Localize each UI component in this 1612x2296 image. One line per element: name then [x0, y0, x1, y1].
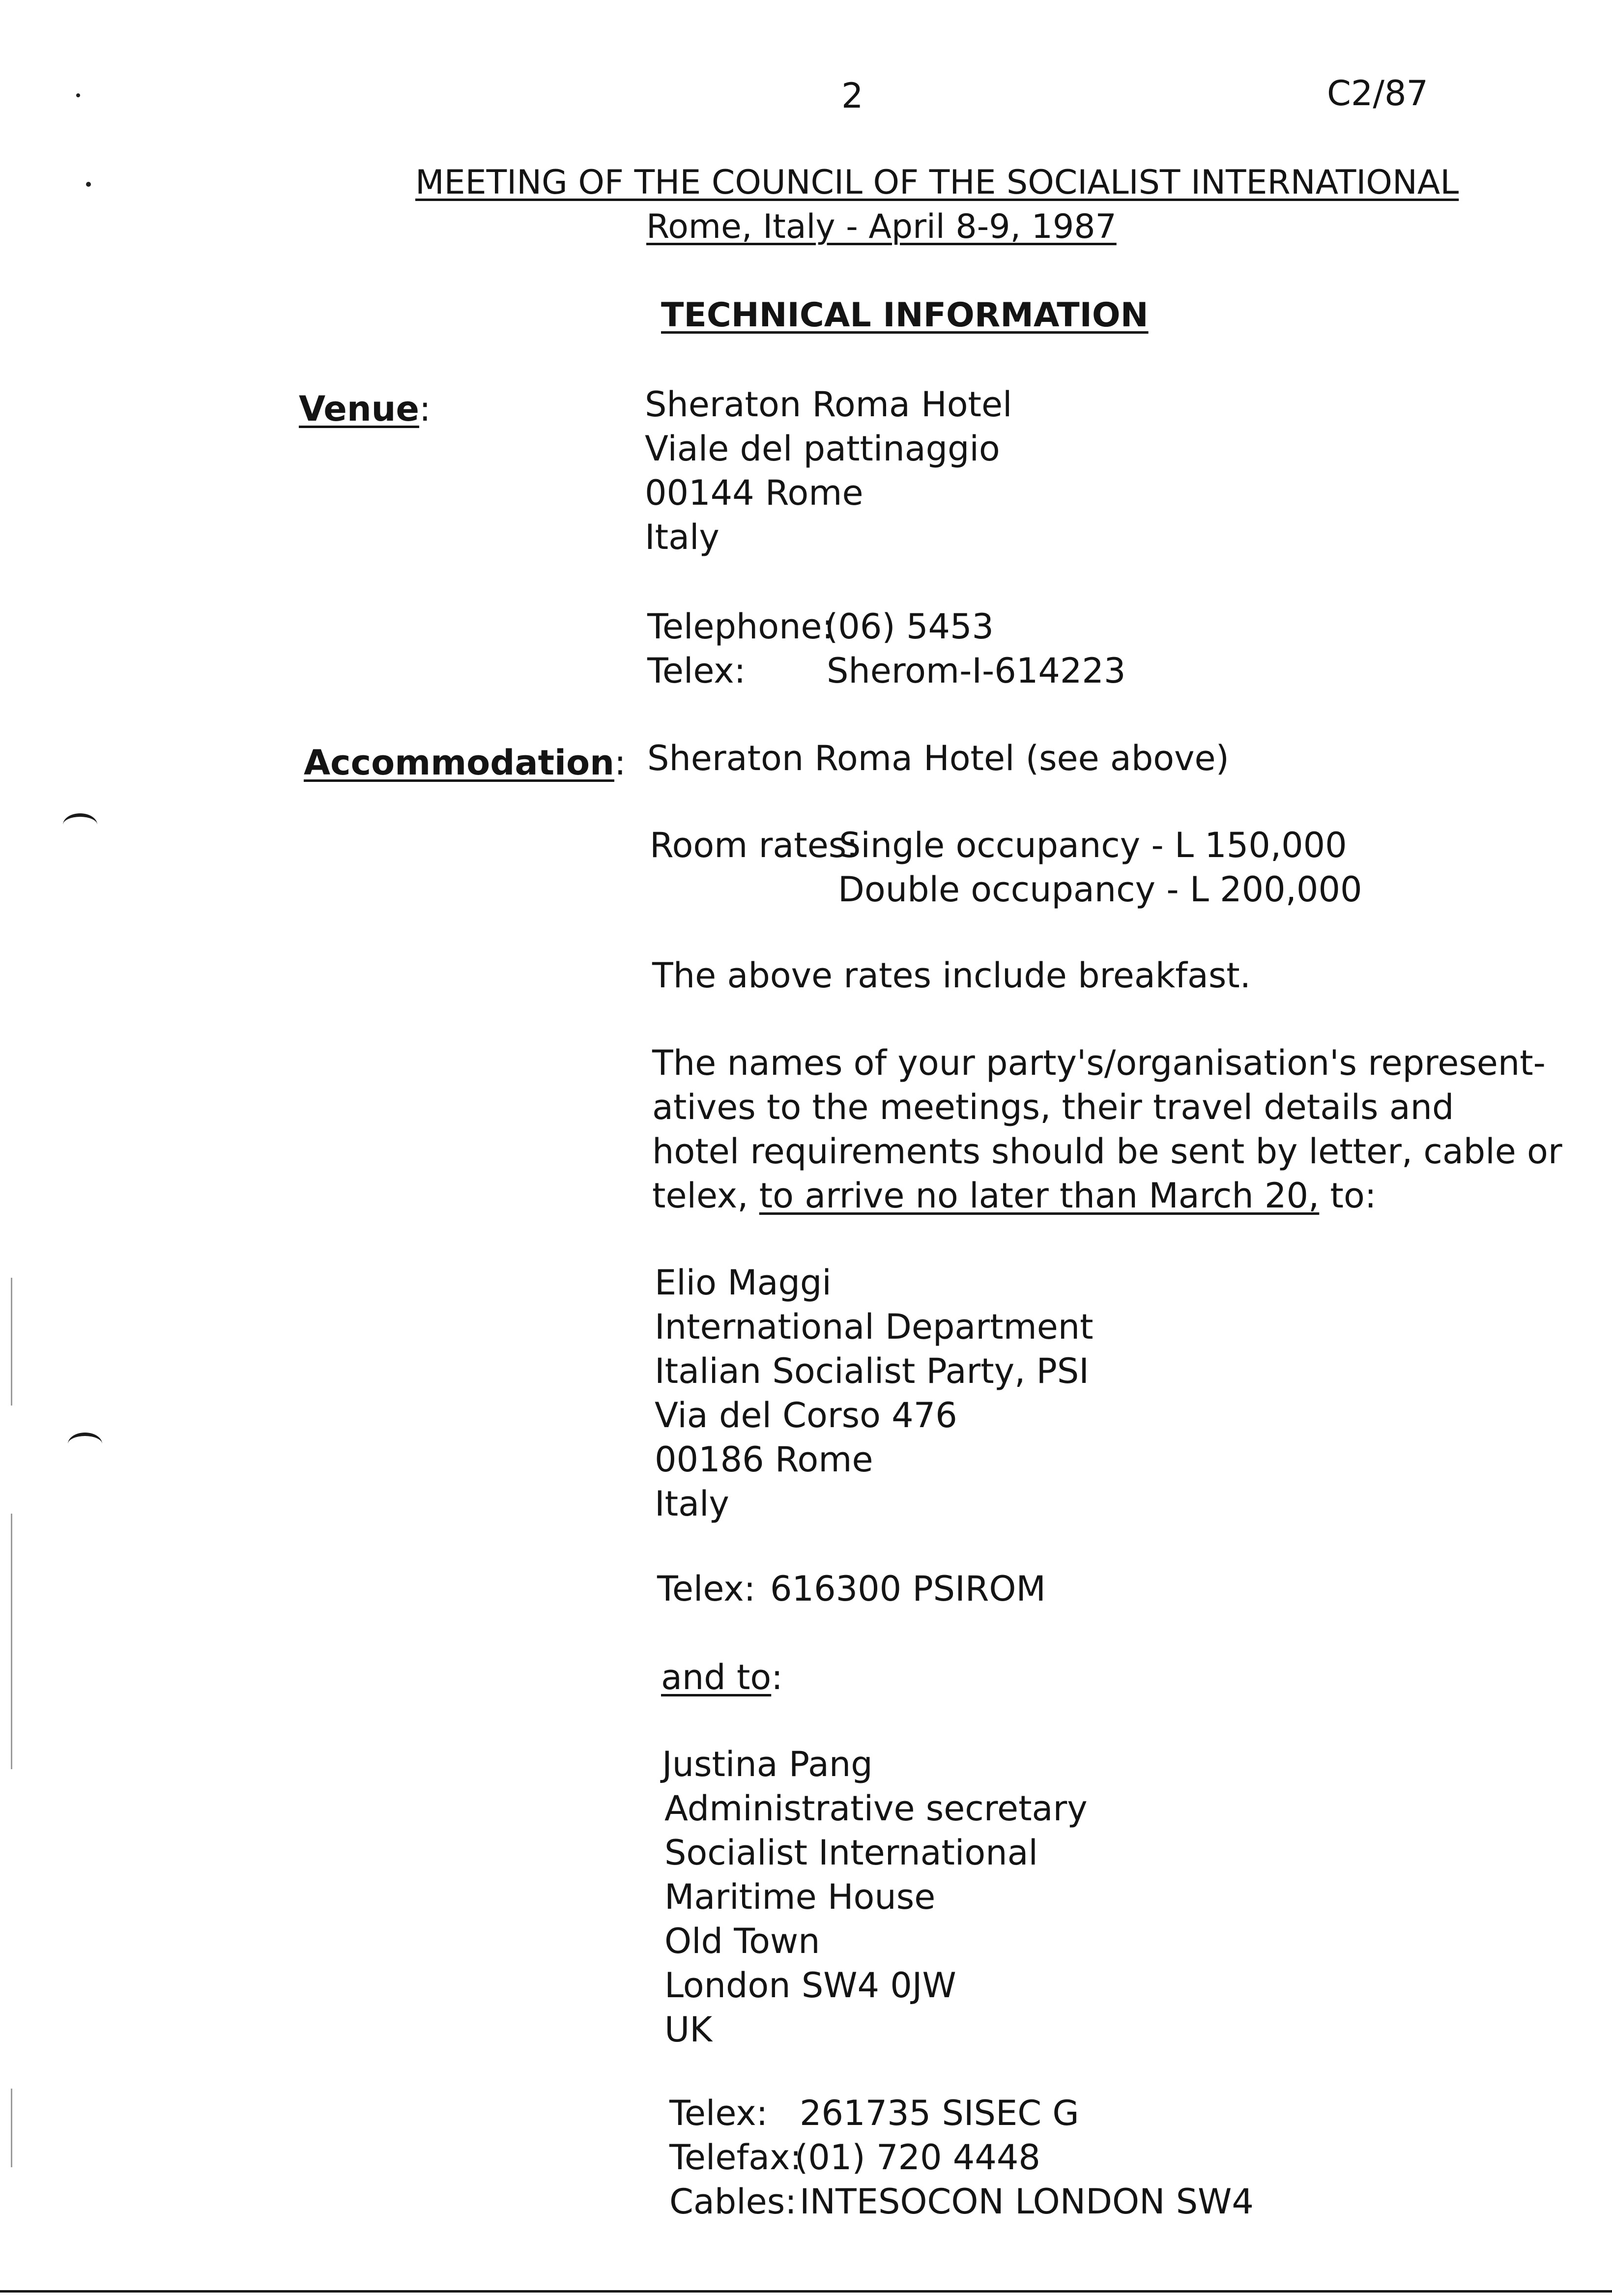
bottom-edge-line — [0, 2290, 1612, 2293]
page-number: 2 — [841, 76, 864, 116]
scan-edge-mark — [11, 1278, 12, 1406]
venue-telex: Sherom-I-614223 — [827, 651, 1126, 691]
scan-edge-mark — [11, 1514, 12, 1769]
contact-1-line: International Department — [655, 1307, 1094, 1347]
contact-1-line: 00186 Rome — [655, 1439, 873, 1480]
page-title: MEETING OF THE COUNCIL OF THE SOCIALIST INTERNATIONAL — [415, 163, 1459, 202]
instructions-line: atives to the meetings, their travel details and — [652, 1087, 1454, 1127]
contact-1-line: Italy — [655, 1484, 729, 1524]
contact-1-line: Italian Socialist Party, PSI — [655, 1351, 1089, 1391]
contact-2-line: Administrative secretary — [664, 1788, 1088, 1829]
accommodation-label — [304, 743, 626, 783]
breakfast-note: The above rates include breakfast. — [652, 955, 1251, 996]
instructions-line: The names of your party's/organisation's represent- — [652, 1043, 1546, 1083]
contact-2-telex: 261735 SISEC G — [800, 2093, 1079, 2133]
and-to-label — [661, 1657, 783, 1697]
contact-2-telex-label: Telex: — [669, 2093, 768, 2133]
deadline: to arrive no later than March 20, — [759, 1176, 1320, 1216]
venue-label — [299, 389, 431, 429]
venue-address-line: Italy — [645, 517, 720, 557]
venue-address-line: 00144 Rome — [645, 473, 864, 513]
room-rate-single: Single occupancy - L 150,000 — [839, 825, 1347, 865]
venue-label-text: Venue — [299, 389, 419, 429]
contact-2-line: Maritime House — [664, 1877, 936, 1917]
punch-hole-mark — [68, 1433, 102, 1456]
contact-2-cables: INTESOCON LONDON SW4 — [800, 2181, 1254, 2222]
contact-2-line: UK — [664, 2009, 713, 2050]
meeting-location-date: Rome, Italy - April 8-9, 1987 — [646, 207, 1117, 246]
section-heading: TECHNICAL INFORMATION — [661, 296, 1149, 335]
instructions-prefix: telex, — [652, 1176, 759, 1216]
accommodation-label-text: Accommodation — [304, 743, 614, 783]
venue-telex-label: Telex: — [647, 651, 746, 691]
scan-dot — [86, 182, 91, 187]
accommodation-label-colon: : — [614, 743, 626, 783]
contact-1-line: Via del Corso 476 — [655, 1395, 957, 1435]
and-to-colon: : — [771, 1657, 783, 1697]
document-code: C2/87 — [1327, 73, 1429, 114]
instructions-line — [652, 1176, 1377, 1216]
contact-2-line: Justina Pang — [662, 1744, 873, 1784]
room-rate-double: Double occupancy - L 200,000 — [838, 869, 1362, 910]
venue-telephone-label: Telephone: — [647, 606, 834, 647]
punch-hole-mark — [63, 813, 97, 836]
accommodation-hotel: Sheraton Roma Hotel (see above) — [647, 738, 1229, 778]
contact-2-telefax-label: Telefax: — [669, 2137, 802, 2178]
instructions-suffix: to: — [1319, 1176, 1377, 1216]
contact-2-line: London SW4 0JW — [664, 1965, 956, 2006]
venue-address-line: Sheraton Roma Hotel — [645, 384, 1012, 425]
contact-1-telex-label: Telex: — [657, 1569, 756, 1609]
contact-1-line: Elio Maggi — [655, 1263, 832, 1303]
and-to-text: and to — [661, 1657, 772, 1697]
instructions-line: hotel requirements should be sent by letter, cable or — [652, 1131, 1562, 1172]
scan-dot — [76, 93, 80, 97]
contact-1-telex: 616300 PSIROM — [770, 1569, 1046, 1609]
room-rates-label: Room rates: — [650, 825, 858, 865]
contact-2-cables-label: Cables: — [669, 2181, 797, 2222]
contact-2-telefax: (01) 720 4448 — [795, 2137, 1040, 2178]
scan-edge-mark — [11, 2089, 12, 2167]
venue-address-line: Viale del pattinaggio — [645, 429, 1000, 469]
venue-label-colon: : — [419, 389, 431, 429]
contact-2-line: Old Town — [664, 1921, 820, 1961]
contact-2-line: Socialist International — [664, 1833, 1038, 1873]
venue-telephone: (06) 5453 — [825, 606, 994, 647]
